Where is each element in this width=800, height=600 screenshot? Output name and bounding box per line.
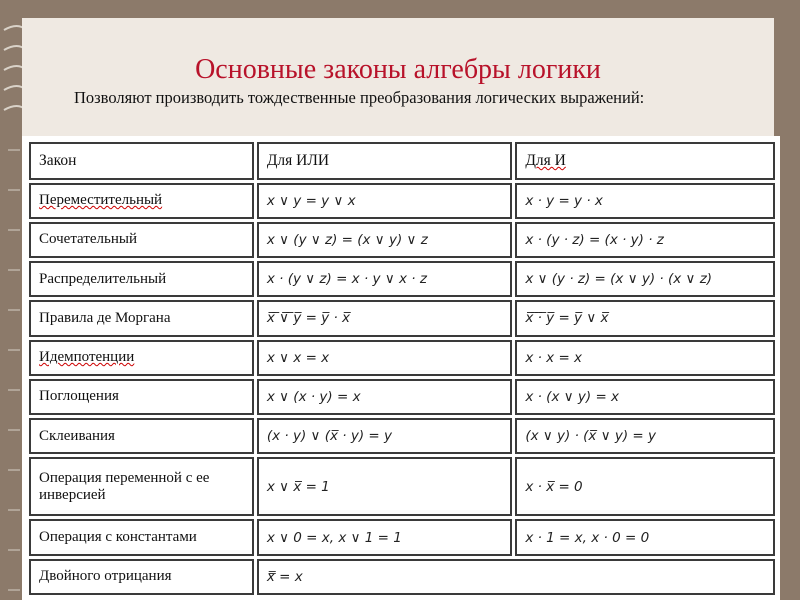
and-formula: x · y = y · x <box>515 183 775 219</box>
or-formula: x ∨ y = y ∨ x <box>257 183 512 219</box>
law-name: Правила де Моргана <box>29 300 254 336</box>
or-formula: x ∨ 0 = x, x ∨ 1 = 1 <box>257 519 512 555</box>
header-law: Закон <box>29 142 254 180</box>
law-name: Распределительный <box>29 261 254 297</box>
table-row <box>29 183 775 219</box>
and-formula: x · x̅ = 0 <box>515 457 775 516</box>
law-name: Сочетательный <box>29 222 254 258</box>
or-formula: x · (y ∨ z) = x · y ∨ x · z <box>257 261 512 297</box>
law-name: Двойного отрицания <box>29 559 254 595</box>
slide-header <box>22 18 774 138</box>
laws-table-container <box>22 136 780 600</box>
or-formula: x ∨ x̅ = 1 <box>257 457 512 516</box>
law-name: Операция с константами <box>29 519 254 555</box>
table-row <box>29 340 775 376</box>
and-formula: x · (x ∨ y) = x <box>515 379 775 415</box>
or-formula: x̿ = x <box>257 559 775 595</box>
and-formula: x · (y · z) = (x · y) · z <box>515 222 775 258</box>
table-header-row <box>29 142 775 180</box>
table-row <box>29 457 775 516</box>
table-row <box>29 519 775 555</box>
law-name: Операция переменной с ее инверсией <box>29 457 254 516</box>
or-formula: x ∨ (x · y) = x <box>257 379 512 415</box>
or-formula: x ∨ x = x <box>257 340 512 376</box>
table-row <box>29 379 775 415</box>
and-formula: x · 1 = x, x · 0 = 0 <box>515 519 775 555</box>
law-name <box>29 340 254 376</box>
law-name-text: Переместительный <box>39 192 163 209</box>
law-name-text: Идемпотенции <box>39 349 135 366</box>
slide-subtitle: Позволяют производить тождественные преобразования логических выражений: <box>74 88 645 107</box>
table-row <box>29 222 775 258</box>
slide-title: Основные законы алгебры логики <box>195 54 601 85</box>
table-row <box>29 559 775 595</box>
table-row <box>29 418 775 454</box>
or-formula: (x · y) ∨ (x̅ · y) = y <box>257 418 512 454</box>
law-name <box>29 183 254 219</box>
law-name: Склеивания <box>29 418 254 454</box>
header-and-text: Для И <box>525 151 566 169</box>
laws-table <box>26 139 778 598</box>
and-formula: x ∨ (y · z) = (x ∨ y) · (x ∨ z) <box>515 261 775 297</box>
or-formula: x ∨ (y ∨ z) = (x ∨ y) ∨ z <box>257 222 512 258</box>
header-and <box>515 142 775 180</box>
and-formula: x̅ ̅·̅ ̅y̅ = y̅ ∨ x̅ <box>515 300 775 336</box>
header-or: Для ИЛИ <box>257 142 512 180</box>
or-formula: x̅ ̅∨̅ ̅y̅ = y̅ · x̅ <box>257 300 512 336</box>
law-name: Поглощения <box>29 379 254 415</box>
table-row <box>29 300 775 336</box>
and-formula: (x ∨ y) · (x̅ ∨ y) = y <box>515 418 775 454</box>
table-row <box>29 261 775 297</box>
and-formula: x · x = x <box>515 340 775 376</box>
